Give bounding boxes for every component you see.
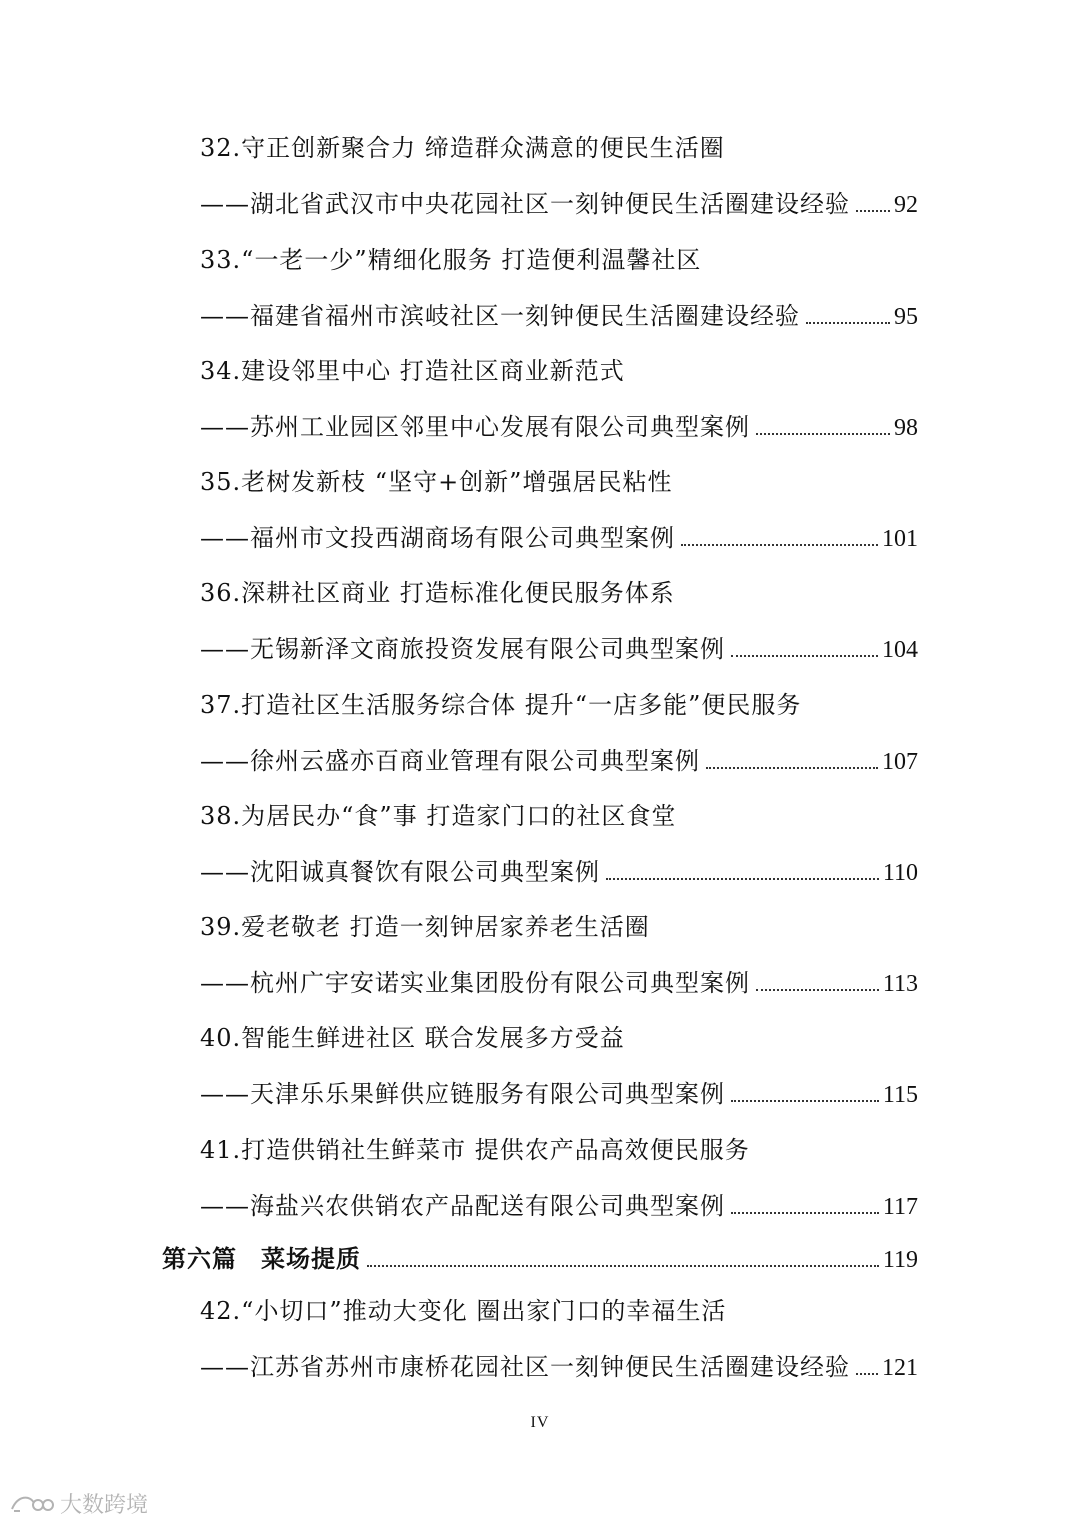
toc-entry-subtitle-row[interactable]	[0, 852, 1080, 893]
toc-entry-subtitle: ——福建省福州市滨岐社区一刻钟便民生活圈建设经验	[200, 302, 800, 330]
toc-entry-subtitle: ——江苏省苏州市康桥花园社区一刻钟便民生活圈建设经验	[200, 1353, 850, 1381]
dot-leader	[606, 877, 879, 880]
toc-page-number: 101	[882, 526, 918, 552]
toc-entry-title: 35.老树发新枝 “坚守+创新”增强居民粘性	[200, 468, 673, 496]
dot-leader	[756, 988, 879, 991]
toc-entry-subtitle: ——海盐兴农供销农产品配送有限公司典型案例	[200, 1192, 725, 1220]
toc-entry-subtitle-row[interactable]	[0, 741, 1080, 782]
toc-entry-subtitle-row[interactable]	[0, 1074, 1080, 1115]
toc-entry-subtitle-row[interactable]	[0, 518, 1080, 559]
toc-page-number: 110	[882, 860, 918, 886]
dot-leader	[856, 209, 890, 212]
toc-entry-title: 41.打造供销社生鲜菜市 提供农产品高效便民服务	[200, 1136, 750, 1164]
toc-page-number: 121	[882, 1355, 918, 1381]
toc-entry-subtitle: ——杭州广宇安诺实业集团股份有限公司典型案例	[200, 969, 750, 997]
toc-entry-subtitle: ——苏州工业园区邻里中心发展有限公司典型案例	[200, 413, 750, 441]
toc-page-number: 104	[882, 637, 918, 663]
toc-entry-title: 37.打造社区生活服务综合体 提升“一店多能”便民服务	[200, 691, 802, 719]
dot-leader	[806, 321, 890, 324]
dot-leader	[731, 654, 878, 657]
toc-entry-title: 32.守正创新聚合力 缔造群众满意的便民生活圈	[200, 134, 725, 162]
toc-page-number: 119	[882, 1247, 918, 1273]
toc-entry-title: 39.爱老敬老 打造一刻钟居家养老生活圈	[200, 913, 650, 941]
toc-entry-title: 33.“一老一少”精细化服务 打造便利温馨社区	[200, 246, 702, 274]
dot-leader	[681, 543, 878, 546]
toc-entry-subtitle-row[interactable]	[0, 407, 1080, 448]
toc-section-heading[interactable]	[0, 1239, 1080, 1280]
dot-leader	[756, 432, 890, 435]
toc-page-number: 117	[882, 1194, 918, 1220]
dot-leader	[367, 1264, 879, 1267]
toc-entry-subtitle-row[interactable]	[0, 184, 1080, 225]
toc-entry-subtitle: ——沈阳诚真餐饮有限公司典型案例	[200, 858, 600, 886]
toc-page-number: 113	[882, 971, 918, 997]
toc-entry-subtitle: ——天津乐乐果鲜供应链服务有限公司典型案例	[200, 1080, 725, 1108]
section-part: 第六篇	[162, 1245, 237, 1273]
brand-logo-icon	[8, 1491, 54, 1517]
dot-leader	[706, 766, 878, 769]
dot-leader	[856, 1372, 878, 1375]
watermark	[8, 1488, 148, 1519]
toc-page-number: 95	[894, 304, 918, 330]
toc-entry-title: 40.智能生鲜进社区 联合发展多方受益	[200, 1024, 625, 1052]
toc-entry-subtitle-row[interactable]	[0, 963, 1080, 1004]
toc-entry-title: 34.建设邻里中心 打造社区商业新范式	[200, 357, 625, 385]
toc-page-number: 92	[894, 192, 918, 218]
section-name: 菜场提质	[261, 1245, 361, 1273]
toc-entry-title: 38.为居民办“食”事 打造家门口的社区食堂	[200, 802, 677, 830]
toc-entry-subtitle: ——徐州云盛亦百商业管理有限公司典型案例	[200, 747, 700, 775]
toc-entry-title: 36.深耕社区商业 打造标准化便民服务体系	[200, 579, 675, 607]
toc-page-number: 107	[882, 749, 918, 775]
watermark-text: 大数跨境	[60, 1493, 149, 1518]
dot-leader	[731, 1099, 879, 1102]
dot-leader	[731, 1211, 879, 1214]
toc-entry-subtitle-row[interactable]	[0, 629, 1080, 670]
section-title	[0, 1239, 361, 1279]
toc-entry-subtitle: ——无锡新泽文商旅投资发展有限公司典型案例	[200, 635, 725, 663]
toc-entry-subtitle-row[interactable]	[0, 296, 1080, 337]
toc-entry-subtitle-row[interactable]	[0, 1186, 1080, 1227]
toc-entry-subtitle-row[interactable]	[0, 1347, 1080, 1388]
toc-page-number: 115	[882, 1082, 918, 1108]
toc-entry-title: 42.“小切口”推动大变化 圈出家门口的幸福生活	[200, 1297, 727, 1325]
toc-entry-subtitle: ——福州市文投西湖商场有限公司典型案例	[200, 524, 675, 552]
toc-entry-subtitle: ——湖北省武汉市中央花园社区一刻钟便民生活圈建设经验	[200, 190, 850, 218]
page-footer-number: IV	[530, 1414, 550, 1431]
toc-page-number: 98	[894, 415, 918, 441]
